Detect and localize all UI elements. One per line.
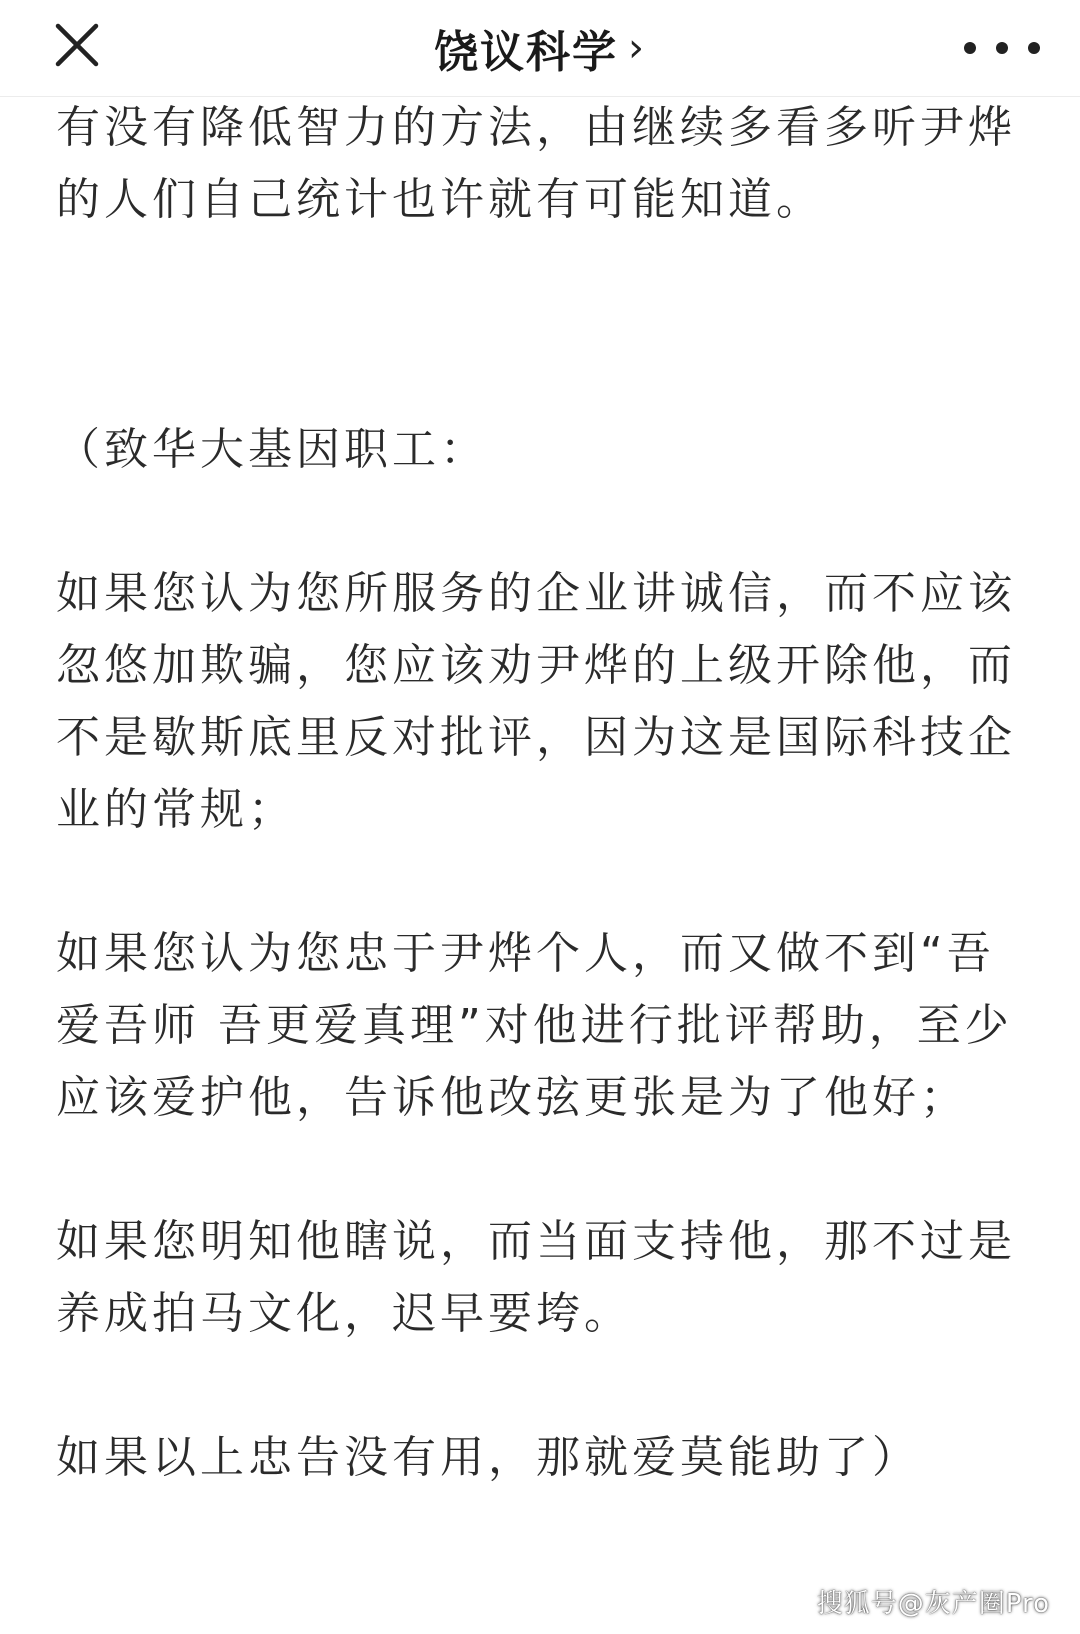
paragraph-2: （致华大基因职工： <box>56 424 488 475</box>
chevron-right-icon: › <box>628 25 646 71</box>
account-title-link[interactable] <box>0 0 1080 96</box>
paragraph-4: 如果您认为您忠于尹烨个人，而又做不到“吾爱吾师 吾更爱真理”对他进行批评帮助，至少应该爱护他，告诉他改弦更张是为了他好； <box>56 928 1013 1123</box>
paragraph-3: 如果您认为您所服务的企业讲诚信，而不应该忽悠加欺骗，您应该劝尹烨的上级开除他，而不是歇斯底里反对批评，因为这是国际科技企业的常规； <box>56 568 1016 835</box>
paragraph-5: 如果您明知他瞎说，而当面支持他，那不过是养成拍马文化，迟早要垮。 <box>56 1216 1016 1339</box>
paragraph-1: 有没有降低智力的方法，由继续多看多听尹烨的人们自己统计也许就有可能知道。 <box>56 102 1016 225</box>
more-icon-dot <box>1028 42 1040 54</box>
more-options-button[interactable] <box>964 24 1040 72</box>
spacer <box>56 846 1032 918</box>
spacer <box>56 1134 1032 1206</box>
spacer <box>56 236 1032 414</box>
spacer <box>56 1350 1032 1422</box>
more-icon-dot <box>964 42 976 54</box>
page-title: 饶议科学 <box>434 27 618 78</box>
more-icon-dot <box>996 42 1008 54</box>
paragraph-6: 如果以上忠告没有用，那就爱莫能助了） <box>56 1432 920 1483</box>
watermark: 搜狐号@灰产圈Pro <box>816 1589 1050 1619</box>
spacer <box>56 486 1032 558</box>
article-body <box>56 92 1032 1494</box>
navigation-bar <box>0 0 1080 97</box>
